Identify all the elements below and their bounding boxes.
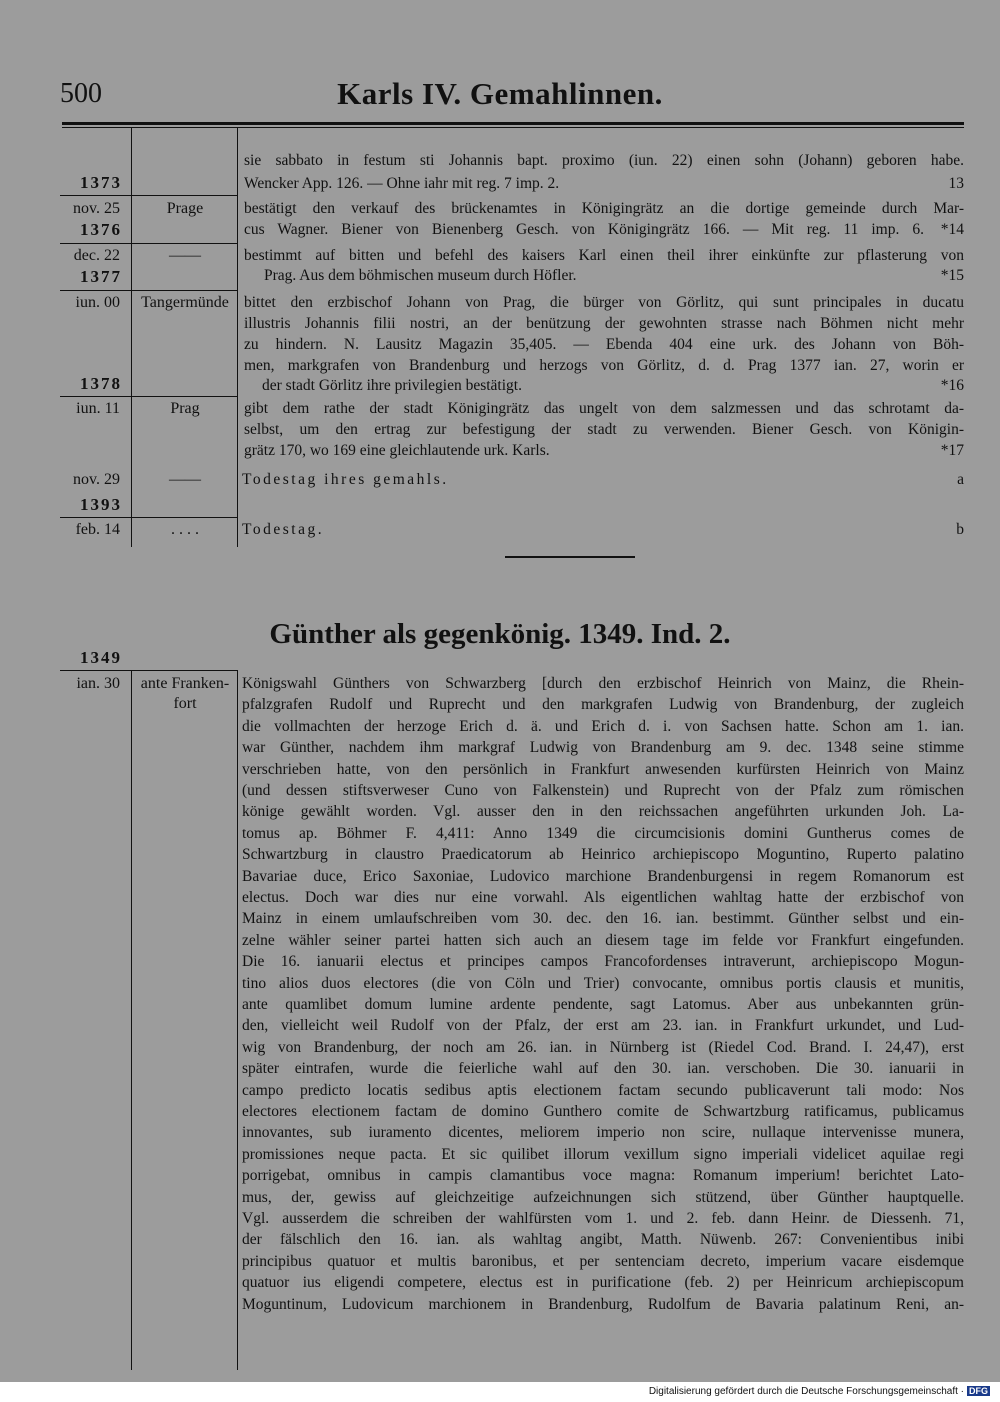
date-label: nov. 25 bbox=[73, 200, 120, 217]
year-label: 1377 bbox=[80, 267, 122, 286]
entry-line: zu hindern. N. Lausitz Magazin 35,405. — Ebenda 404 eine urk. des Johann von Böh- bbox=[244, 336, 964, 353]
date-label: iun. 11 bbox=[76, 400, 120, 417]
date-label: ian. 30 bbox=[76, 675, 120, 692]
section-text-line: Mainz in einem umlaufschreiben vom 30. dec. den 16. ian. bestimmt. Günther selbst und ein- bbox=[242, 910, 964, 928]
section-text-line: innovantes, sub iuramento dicentes, meliorem imperio non scire, nullaque intervenisse munera, bbox=[242, 1124, 964, 1142]
section-text-line: Bavariae duce, Erico Saxoniae, Ludovico marchione Brandenburgensi in regem Romanorum est bbox=[242, 867, 964, 885]
entry-ref: *16 bbox=[940, 377, 964, 394]
section-text-line: der fälschlich den 16. ian. als wahltag angibt, Matth. Nüwenb. 267: Convenientibus inibi bbox=[242, 1231, 964, 1249]
place-label: fort bbox=[173, 695, 197, 712]
row-rule bbox=[60, 396, 238, 397]
entry-line: bestimmt auf bitten und befehl des kaisers Karl einen theil ihrer einkünfte zur pflasterung von bbox=[244, 247, 964, 264]
date-label: iun. 00 bbox=[75, 294, 120, 311]
section-text-line: Königswahl Günthers von Schwarzberg [durch den erzbischof Heinrich von Mainz, die Rhein- bbox=[242, 675, 964, 692]
entry-ref: *17 bbox=[940, 442, 964, 459]
section-text-line: porrigebat, omnibus in campis clamantibus voce magna: Romanum imperium! berichtet Lato- bbox=[242, 1167, 964, 1185]
section-text-line: später eintrafen, wurde die feierliche wahl auf den 30. ian. verschoben. Die 30. ianuarii in bbox=[242, 1060, 964, 1078]
running-title: Karls IV. Gemahlinnen. bbox=[337, 76, 663, 111]
place-label: —— bbox=[169, 471, 201, 488]
section-text-line: den, vielleicht weil Rudolf von der Pfalz, der erst am 23. ian. in Frankfurt urkundet, und Lud- bbox=[242, 1017, 964, 1035]
section-text-line: ante quamlibet domum lumine ardente pendente, sagt Latomus. Aber aus unbekannten grün- bbox=[242, 996, 964, 1013]
section-text-line: war Günther, nachdem ihm markgraf Ludwig von Brandenburg am 9. dec. 1348 seine stimme bbox=[242, 739, 964, 757]
section-text-line: verschrieben hatte, von den persönlich in Frankfurt anwesenden kurfürsten Heinrich von Mainz bbox=[242, 760, 964, 778]
entry-line: cus Wagner. Biener von Bienenberg Gesch. von Königingrätz 166. — Mit reg. 11 imp. 6. bbox=[244, 221, 924, 238]
year-label: 1376 bbox=[80, 220, 122, 239]
year-label: 1373 bbox=[80, 173, 122, 192]
section-text-line: promissiones neque pacta. Et sic quilibet illorum vexillum signo imperiali videlicet aquilae regi bbox=[242, 1145, 964, 1163]
year-label: 1378 bbox=[80, 374, 122, 393]
section-text-line: campo predicto locatis sedibus aptis electionem factam secundo publicaverunt tali modo: Nos bbox=[242, 1081, 964, 1099]
section-text-line: Vgl. ausserdem die schreiben der wahlfürsten vom 1. und 2. feb. dann Heinr. de Diessenh. 71, bbox=[242, 1210, 964, 1227]
section-text-line: principibus quatuor et multis baronibus, et per sentenciam decreto, imperium vacare eisdemque bbox=[242, 1252, 964, 1270]
place-label: Tangermünde bbox=[141, 294, 229, 311]
column-rule-date-2 bbox=[131, 670, 132, 1370]
section-text-line: Moguntinum, Ludovicum marchionem in Brandenburg, Rudolfum de Bavaria palatinum Reni, an- bbox=[242, 1295, 964, 1313]
section-text-line: tino alios duos electores (die von Cöln und Trier) convocante, omnibus portis clausis et munitis, bbox=[242, 974, 964, 992]
entry-ref: b bbox=[956, 521, 964, 538]
entry-ref: *14 bbox=[940, 221, 964, 238]
section-text-line: quatuor ius eligendi competere, electus est in purificatione (feb. 2) per Heinricum archiepiscopum bbox=[242, 1274, 964, 1292]
header-rule bbox=[62, 122, 964, 125]
entry-line: sie sabbato in festum sti Johannis bapt. proximo (iun. 22) einen sohn (Johann) geboren habe. bbox=[244, 152, 964, 169]
row-rule bbox=[60, 195, 238, 196]
entry-line: bestätigt den verkauf des brückenamtes in Königingrätz an die dortige gemeinde durch Mar- bbox=[244, 200, 964, 217]
section-title: Günther als gegenkönig. 1349. Ind. 2. bbox=[269, 618, 731, 650]
entry-line: Prag. Aus dem böhmischen museum durch Höfler. bbox=[264, 267, 577, 284]
place-label: —— bbox=[169, 247, 201, 264]
entry-line: Todestag ihres gemahls. bbox=[242, 471, 449, 488]
column-rule-date bbox=[131, 127, 132, 547]
dfg-logo: DFG bbox=[969, 1386, 988, 1396]
date-label: nov. 29 bbox=[73, 471, 120, 488]
digitization-credit bbox=[649, 1386, 990, 1397]
place-label: ante Franken- bbox=[140, 675, 230, 692]
header-rule-thin bbox=[62, 127, 964, 128]
place-label: Prag bbox=[170, 400, 200, 417]
section-divider bbox=[505, 556, 635, 558]
year-label: 1349 bbox=[80, 648, 122, 667]
entry-line: Todestag. bbox=[242, 521, 325, 538]
row-rule bbox=[60, 517, 238, 518]
credit-text: Digitalisierung gefördert durch die Deutsche Forschungsgemeinschaft · bbox=[648, 1386, 964, 1397]
row-rule bbox=[60, 670, 238, 671]
entry-ref: a bbox=[957, 471, 964, 488]
section-text-line: (und dessen stiftsverweser Cuno von Falkenstein) und Ruprecht von der Pfalz zum römischen bbox=[242, 782, 964, 799]
entry-line: Wencker App. 126. — Ohne iahr mit reg. 7 imp. 2. bbox=[244, 175, 560, 192]
place-label: . . . . bbox=[171, 521, 199, 538]
year-label: 1393 bbox=[80, 495, 122, 514]
entry-line: men, markgrafen von Brandenburg und herzogs von Görlitz, d. d. Prag 1377 ian. 27, worin er bbox=[244, 357, 964, 374]
page-number: 500 bbox=[60, 78, 102, 109]
entry-line: gibt dem rathe der stadt Königingrätz das ungelt von dem salzmessen und das schrotamt da- bbox=[244, 400, 964, 417]
column-rule-place bbox=[237, 127, 238, 547]
section-text-line: pfalzgrafen Rudolf und Ruprecht und den markgrafen Ludwig von Brandenburg, der zugleich bbox=[242, 696, 964, 714]
section-text-line: mus, der, gewiss auf gleichzeitige aufzeichnungen sich stützend, über Günther hauptquelle. bbox=[242, 1188, 964, 1206]
entry-line: illustris Johannis filii nostri, an der benützung der gewohnten strasse nach Böhmen nicht mehr bbox=[244, 315, 964, 332]
entry-line: der stadt Görlitz ihre privilegien bestätigt. bbox=[262, 377, 522, 394]
section-text-line: Die 16. ianuarii electus et principes campos Francofordenses intraverunt, archiepiscopo Mogun- bbox=[242, 953, 964, 971]
section-text-line: tomus ap. Böhmer F. 4,411: Anno 1349 die circumcisionis domini Guntherus comes de bbox=[242, 824, 964, 842]
section-text-line: electus. Doch war dies nur eine vorwahl. Als eigentlichen wahltag hatte der erzbischof von bbox=[242, 889, 964, 906]
date-label: feb. 14 bbox=[75, 521, 120, 538]
section-text-line: könige gewählt worden. Vgl. ausser den in den reichssachen angeführten urkunden Joh. La- bbox=[242, 803, 964, 821]
entry-line: grätz 170, wo 169 eine gleichlautende urk. Karls. bbox=[244, 442, 550, 459]
entry-ref: 13 bbox=[948, 175, 964, 192]
entry-line: selbst, um den ertrag zur befestigung der stadt zu verwenden. Biener Gesch. von Königin- bbox=[244, 421, 964, 438]
date-label: dec. 22 bbox=[73, 247, 120, 264]
row-rule bbox=[60, 290, 238, 291]
section-text-line: Schwartzburg in claustro Praedicatorum ab Heinrico archiepiscopo Moguntino, Ruperto palatino bbox=[242, 846, 964, 864]
entry-ref: *15 bbox=[940, 267, 964, 284]
entry-line: bittet den erzbischof Johann von Prag, die bürger von Görlitz, qui sunt principales in ducatu bbox=[244, 294, 964, 311]
section-text-line: zelne wähler seiner partei hatten sich auch an diesem tage im felde vor Frankfurt eingefunden. bbox=[242, 931, 964, 949]
place-label: Prage bbox=[166, 200, 204, 217]
column-rule-place-2 bbox=[237, 670, 238, 1370]
section-text-line: die vollmachten der herzoge Erich d. ä. und Erich d. i. von Sachsen hatte. Schon am 1. ian. bbox=[242, 717, 964, 735]
section-text-line: wig von Brandenburg, der noch am 26. ian. in Nürnberg ist (Riedel Cod. Brand. I. 24,47), erst bbox=[242, 1038, 964, 1056]
row-rule bbox=[60, 243, 238, 244]
section-text-line: electores electionem factam de domino Gunthero comite de Schwartzburg ratificamus, publicamus bbox=[242, 1103, 964, 1120]
